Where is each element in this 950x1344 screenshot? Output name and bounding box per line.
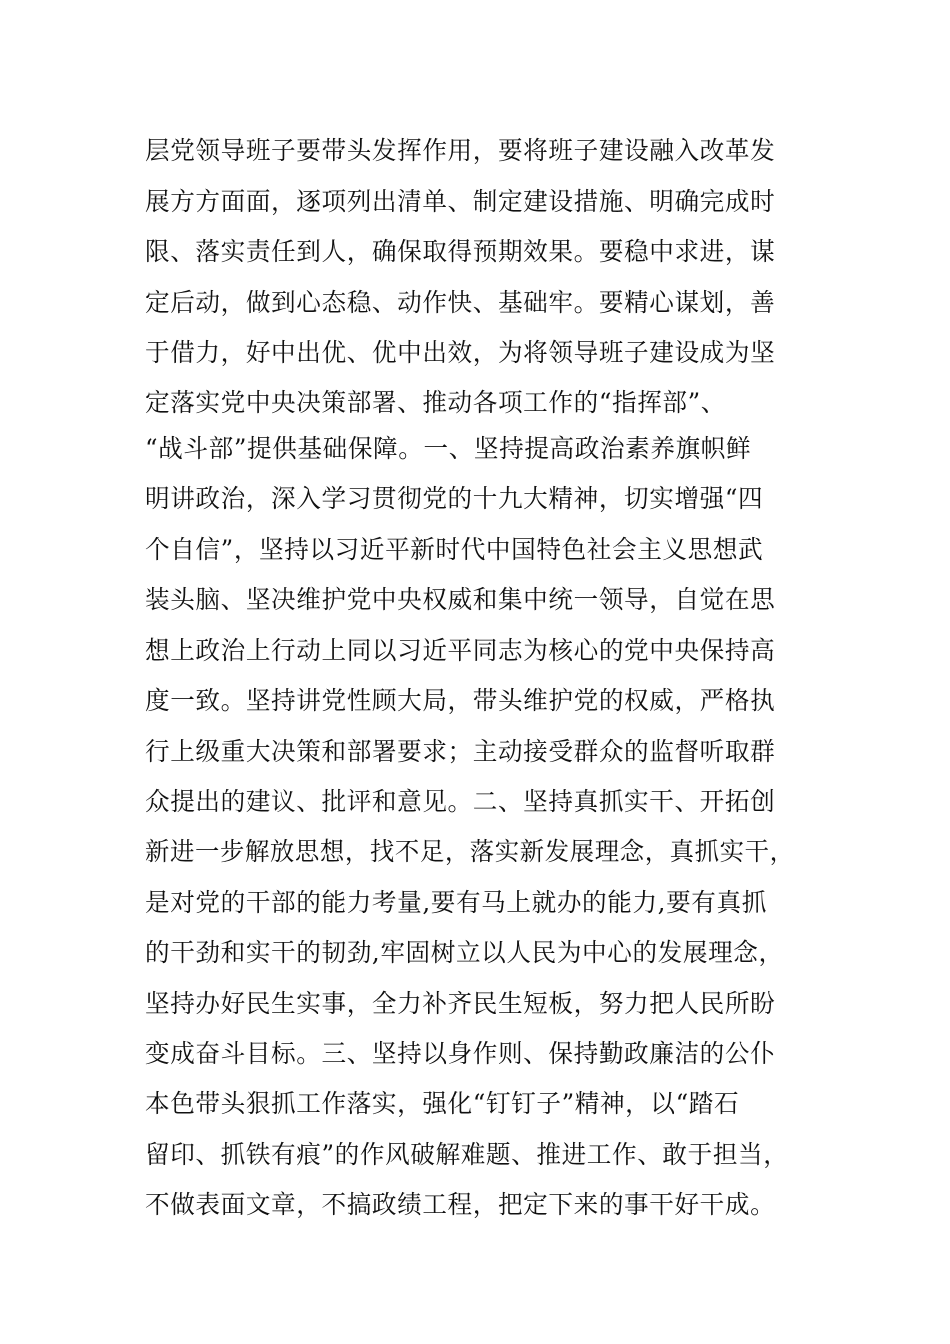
text-line: 本色带头狠抓工作落实，强化“钉钉子”精神，以“踏石 <box>145 1089 740 1118</box>
text-line: 行上级重大决策和部署要求；主动接受群众的监督听取群 <box>145 737 776 766</box>
text-line: 定落实党中央决策部署、推动各项工作的“指挥部”、 <box>145 388 727 417</box>
text-line: 不做表面文章，不搞政绩工程，把定下来的事干好干成。 <box>145 1190 776 1219</box>
text-line: 定后动，做到心态稳、动作快、基础牢。要精心谋划，善 <box>145 288 776 317</box>
text-line: 留印、抓铁有痕”的作风破解难题、推进工作、敢于担当， <box>145 1140 789 1169</box>
text-line: 于借力，好中出优、优中出效，为将领导班子建设成为坚 <box>145 338 776 367</box>
text-line: 变成奋斗目标。三、坚持以身作则、保持勤政廉洁的公仆 <box>145 1039 776 1068</box>
text-line: 坚持办好民生实事，全力补齐民生短板，努力把人民所盼 <box>145 989 776 1018</box>
text-line: 众提出的建议、批评和意见。二、坚持真抓实干、开拓创 <box>145 787 776 816</box>
text-line: 度一致。坚持讲党性顾大局，带头维护党的权威，严格执 <box>145 686 776 715</box>
text-line: 的干劲和实干的韧劲,牢固树立以人民为中心的发展理念， <box>145 938 784 967</box>
text-line: 个自信”，坚持以习近平新时代中国特色社会主义思想武 <box>145 535 764 564</box>
text-line: “战斗部”提供基础保障。一、坚持提高政治素养旗帜鲜 <box>145 434 752 463</box>
text-line: 装头脑、坚决维护党中央权威和集中统一领导，自觉在思 <box>145 585 776 614</box>
text-line: 想上政治上行动上同以习近平同志为核心的党中央保持高 <box>145 636 776 665</box>
text-line: 层党领导班子要带头发挥作用，要将班子建设融入改革发 <box>145 136 776 165</box>
text-line: 是对党的干部的能力考量,要有马上就办的能力,要有真抓 <box>145 888 767 917</box>
text-line: 明讲政治，深入学习贯彻党的十九大精神，切实增强“四 <box>145 484 764 513</box>
text-line: 展方方面面，逐项列出清单、制定建设措施、明确完成时 <box>145 187 776 216</box>
text-line: 新进一步解放思想，找不足，落实新发展理念，真抓实干， <box>145 837 795 866</box>
text-line: 限、落实责任到人，确保取得预期效果。要稳中求进，谋 <box>145 237 776 266</box>
